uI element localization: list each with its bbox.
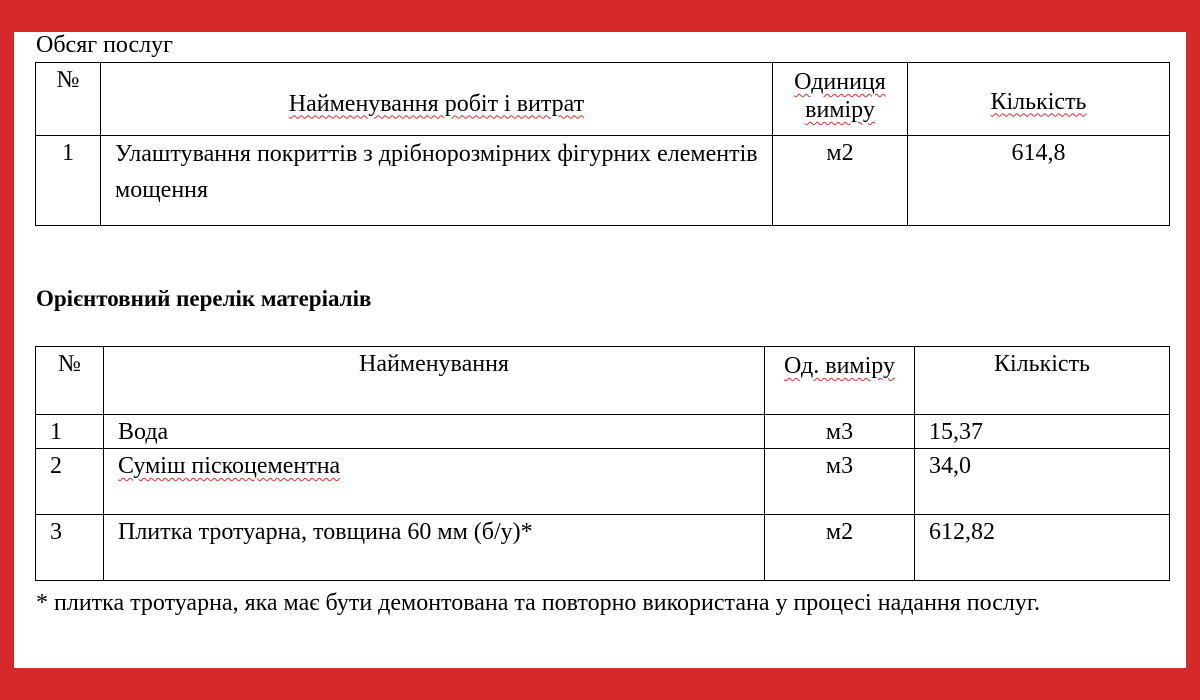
materials-row-no: 2 — [36, 449, 104, 515]
scope-header-unit — [773, 63, 908, 136]
materials-row-name: Вода — [104, 415, 765, 449]
footnote: * плитка тротуарна, яка має бути демонтована та повторно використана у процесі надання послуг. — [36, 590, 1041, 616]
materials-header-no: № — [36, 347, 104, 415]
materials-row-unit: м3 — [765, 415, 915, 449]
materials-header-row — [36, 347, 1170, 415]
materials-header-unit — [765, 347, 915, 415]
materials-row-unit: м2 — [765, 515, 915, 581]
materials-row-qty: 612,82 — [915, 515, 1170, 581]
scope-header-name-text: Найменування робіт і витрат — [288, 90, 585, 117]
table-row — [36, 449, 1170, 515]
materials-row-unit: м3 — [765, 449, 915, 515]
scope-row-unit: м2 — [773, 136, 908, 226]
materials-header-qty: Кількість — [915, 347, 1170, 415]
scope-header-qty-text: Кількість — [990, 88, 1087, 115]
materials-row-no: 3 — [36, 515, 104, 581]
table-row — [36, 415, 1170, 449]
materials-table — [35, 346, 1170, 581]
scope-row-no: 1 — [36, 136, 101, 226]
scope-header-row — [36, 63, 1170, 136]
document-page — [14, 32, 1186, 668]
materials-row-name: Плитка тротуарна, товщина 60 мм (б/у)* — [104, 515, 765, 581]
materials-row-qty: 15,37 — [915, 415, 1170, 449]
scope-header-name — [101, 63, 773, 136]
materials-header-name: Найменування — [104, 347, 765, 415]
materials-row-no: 1 — [36, 415, 104, 449]
scope-title: Обсяг послуг — [36, 32, 173, 58]
table-row — [36, 136, 1170, 226]
materials-title: Орієнтовний перелік матеріалів — [36, 286, 372, 311]
scope-table — [35, 62, 1170, 226]
materials-row-name — [104, 449, 765, 515]
scope-header-qty — [908, 63, 1170, 136]
scope-row-name: Улаштування покриттів з дрібнорозмірних фігурних елементів мощення — [101, 136, 773, 226]
scope-header-no: № — [36, 63, 101, 136]
table-row — [36, 515, 1170, 581]
scope-header-unit-text: Одиниця виміру — [794, 69, 886, 123]
scope-row-qty: 614,8 — [908, 136, 1170, 226]
materials-row-name-text: Суміш піскоцементна — [118, 453, 341, 479]
materials-row-qty: 34,0 — [915, 449, 1170, 515]
materials-header-unit-text: Од. виміру — [784, 353, 895, 379]
